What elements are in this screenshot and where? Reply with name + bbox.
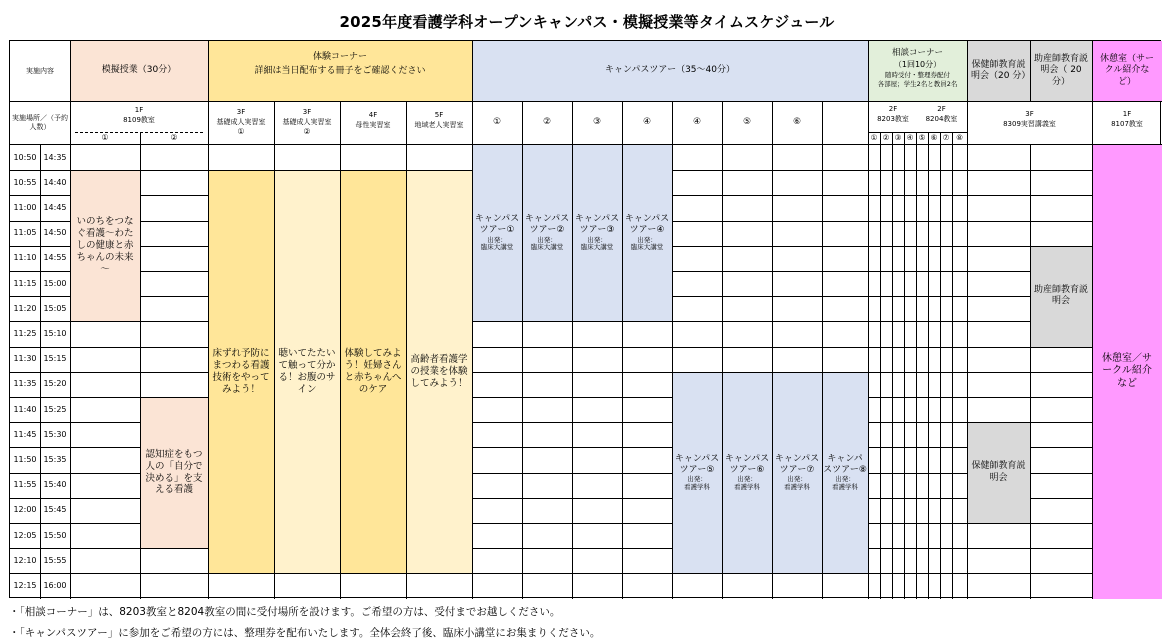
header-mogi: 模擬授業（30分）: [101, 65, 177, 76]
time-afternoon: 15:00: [43, 278, 67, 288]
sodan-sub-line: [928, 132, 929, 599]
time-morning: 11:20: [13, 303, 37, 313]
campus-tour-7-depart: 出発：: [787, 475, 807, 484]
col-line: [967, 41, 968, 101]
row-line: [10, 321, 1162, 322]
campus-tour-8-place: 看護学科: [832, 482, 858, 491]
time-morning: 12:00: [13, 505, 37, 515]
time-afternoon: 14:55: [43, 253, 67, 263]
josan-title: 助産師教育説明会: [1033, 284, 1088, 307]
time-morning: 11:40: [13, 404, 37, 414]
sodan-num-4: ④: [906, 133, 914, 143]
campus-tour-2-place: 臨床大講堂: [530, 243, 564, 252]
time-morning: 11:25: [13, 328, 37, 338]
campus-tour-5-place: 看護学科: [684, 482, 710, 491]
campus-tour-4-label: キャンパスツアー④: [624, 214, 670, 236]
sodan-room-a: 8203教室: [877, 114, 909, 123]
campus-tour-5: [673, 372, 721, 574]
campus-tour-3-label: キャンパスツアー③: [574, 214, 620, 236]
sodan-num-7: ⑦: [942, 133, 950, 143]
col-line: [1092, 41, 1093, 101]
campus-tour-3-place: 臨床大講堂: [580, 243, 614, 252]
sodan-sub-line: [940, 132, 941, 599]
time-morning: 11:45: [13, 429, 37, 439]
mogi-floor: 1F: [134, 105, 144, 114]
time-morning: 12:10: [13, 555, 37, 565]
sodan-sub-line: [916, 132, 917, 599]
time-morning: 11:50: [13, 454, 37, 464]
taiken-place-1-room: 基礎成人実習室: [216, 117, 266, 126]
campus-tour-8-depart: 出発：: [835, 475, 855, 484]
col-line: [1030, 41, 1031, 101]
header-content-label: 実施内容: [26, 66, 54, 75]
campus-tour-4: [623, 145, 671, 321]
taiken-place-3-room: 母性実習室: [355, 120, 391, 129]
kyukei-room: 8107教室: [1111, 119, 1143, 128]
campus-num-1: ①: [492, 116, 502, 127]
page-title: 2025年度看護学科オープンキャンパス・模擬授業等タイムスケジュール: [339, 13, 835, 31]
time-afternoon: 15:25: [43, 404, 67, 414]
mogi-room: 8109教室: [123, 115, 155, 124]
time-afternoon: 15:50: [43, 530, 67, 540]
campus-num-6: ⑤: [742, 116, 752, 127]
time-afternoon: 15:05: [43, 303, 67, 313]
time-afternoon: 15:20: [43, 379, 67, 389]
mogi-num-2: ②: [170, 133, 178, 142]
time-morning: 11:55: [13, 480, 37, 490]
campus-num-7: ⑥: [792, 116, 802, 127]
taiken-place-1-floor: 3F: [236, 107, 246, 116]
campus-tour-1-depart: 出発：: [487, 235, 507, 244]
campus-tour-3-depart: 出発：: [587, 235, 607, 244]
time-afternoon: 15:15: [43, 354, 67, 364]
campus-tour-2-label: キャンパスツアー②: [524, 214, 570, 236]
time-morning: 11:10: [13, 253, 37, 263]
taiken-place-4-floor: 5F: [434, 110, 444, 119]
time-morning: 12:05: [13, 530, 37, 540]
taiken-place-1-num: ①: [237, 127, 245, 136]
kyukei-title: 休憩室／サークル紹介など: [1102, 352, 1152, 389]
time-morning: 12:15: [13, 580, 37, 590]
header-sodan-info: 随時受付・整理券配付: [885, 70, 950, 79]
time-afternoon: 14:50: [43, 228, 67, 238]
campus-tour-7-place: 看護学科: [784, 482, 810, 491]
campus-tour-7-label: キャンパスツアー⑦: [774, 453, 820, 475]
schedule-table: [9, 40, 1161, 598]
time-afternoon: 16:00: [43, 580, 67, 590]
sodan-num-5: ⑤: [918, 133, 926, 143]
sodan-sub-line: [892, 132, 893, 599]
row-line: [10, 548, 1162, 549]
row-line: [10, 372, 1162, 373]
sodan-num-1: ①: [870, 133, 878, 143]
sodan-sub-line: [880, 132, 881, 599]
time-afternoon: 15:10: [43, 328, 67, 338]
campus-tour-6-place: 看護学科: [734, 482, 760, 491]
campus-num-3: ③: [592, 116, 602, 127]
header-sodan-title: 相談コーナー: [891, 47, 943, 58]
campus-num-2: ②: [542, 116, 552, 127]
header-josan: 助産師教育説明会（ 20 分）: [1034, 54, 1089, 87]
mogi-title-2: 認知症をもつ人の「自分で決める」を支える看護: [145, 448, 203, 496]
time-afternoon: 14:45: [43, 202, 67, 212]
taiken-title-1: 床ずれ予防にまつわる看護技術をやってみよう！: [212, 348, 270, 395]
campus-tour-2-depart: 出発：: [537, 235, 557, 244]
mogi-title-1: いのちをつなぐ看護～わたしの健康と赤ちゃんの未来～: [76, 216, 134, 275]
note-campus: ・「キャンパスツアー」に参加をご希望の方には、整理券を配布いたします。全体会終了後、臨床小講堂にお集まりください。: [9, 627, 601, 639]
header-place-label: 実施場所／（予約人数）: [12, 113, 68, 131]
hoken-title: 保健師教育説明会: [971, 461, 1026, 483]
taiken-title-2: 聴いてたたいて触って分かる！お腹のサイン: [278, 348, 336, 395]
header-sodan-staff: 各部屋；学生2名と教員2名: [877, 79, 958, 88]
campus-tour-7: [773, 372, 821, 574]
campus-tour-1-label: キャンパスツアー①: [474, 214, 520, 236]
sodan-sub-line: [904, 132, 905, 599]
kyukei-floor: 1F: [1122, 109, 1132, 118]
sodan-num-3: ③: [894, 133, 902, 143]
campus-tour-2: [523, 145, 571, 321]
campus-tour-6: [723, 372, 771, 574]
time-afternoon: 15:35: [43, 454, 67, 464]
taiken-title-4: 高齢者看護学の授業を体験してみよう！: [410, 353, 468, 389]
time-morning: 10:50: [13, 152, 37, 162]
time-afternoon: 15:45: [43, 505, 67, 515]
time-morning: 11:15: [13, 278, 37, 288]
taiken-title-3: 体験してみよう！妊婦さんと赤ちゃんへのケア: [344, 348, 402, 395]
time-afternoon: 14:35: [43, 152, 67, 162]
campus-tour-8-label: キャンパスツアー⑧: [823, 453, 867, 475]
sodan-num-2: ②: [882, 133, 890, 143]
time-afternoon: 14:40: [43, 177, 67, 187]
campus-tour-8: [823, 372, 867, 574]
col-line: [822, 101, 823, 144]
campus-tour-5-label: キャンパスツアー⑤: [674, 453, 720, 475]
header-taiken-desc: 詳細は当日配布する冊子をご確認ください: [254, 66, 426, 77]
campus-tour-6-label: キャンパスツアー⑥: [724, 453, 770, 475]
sodan-sub-line: [952, 132, 953, 599]
campus-tour-4-depart: 出発：: [637, 235, 657, 244]
sodan-num-8: ⑧: [956, 133, 963, 143]
campus-num-5: ④: [692, 116, 702, 127]
time-afternoon: 15:40: [43, 480, 67, 490]
sodan-floor-a: 2F: [888, 104, 898, 113]
note-sodan: ・「相談コーナー」は、8203教室と8204教室の間に受付場所を設けます。ご希望の方は、受付までお越しください。: [9, 606, 561, 618]
time-morning: 10:55: [13, 177, 37, 187]
taiken-place-2-room: 基礎成人実習室: [282, 117, 332, 126]
time-morning: 11:35: [13, 379, 37, 389]
sodan-num-6: ⑥: [930, 133, 938, 143]
campus-tour-1: [473, 145, 521, 321]
taiken-place-2-num: ②: [303, 127, 311, 136]
row-line: [10, 347, 1162, 348]
header-sodan-dur: （1回10分）: [893, 59, 942, 69]
hj-floor: 3F: [1025, 109, 1034, 118]
taiken-place-2-floor: 3F: [302, 107, 312, 116]
col-line: [868, 144, 869, 599]
header-taiken-title: 体験コーナー: [312, 52, 367, 63]
hj-room: 8309実習講義室: [1003, 119, 1056, 128]
time-afternoon: 15:55: [43, 555, 67, 565]
taiken-place-3-floor: 4F: [368, 110, 378, 119]
sodan-room-b: 8204教室: [925, 114, 958, 123]
campus-tour-5-depart: 出発：: [687, 475, 707, 484]
row-line: [10, 573, 1162, 574]
mogi-num-1: ①: [101, 133, 109, 142]
campus-tour-6-depart: 出発：: [737, 475, 757, 484]
time-afternoon: 15:30: [43, 429, 67, 439]
col-line: [967, 144, 968, 599]
sodan-floor-b: 2F: [937, 104, 946, 113]
header-hoken: 保健師教育説明会（20 分）: [971, 59, 1031, 81]
col-line: [1030, 144, 1031, 599]
campus-tour-4-place: 臨床大講堂: [630, 243, 664, 252]
campus-num-4: ④: [642, 116, 652, 127]
header-campus: キャンパスツアー（35～40分）: [604, 65, 735, 76]
campus-tour-3: [573, 145, 621, 321]
time-morning: 11:05: [13, 228, 37, 238]
taiken-place-4-room: 地域老人実習室: [414, 120, 464, 129]
campus-tour-1-place: 臨床大講堂: [480, 243, 514, 252]
time-morning: 11:30: [13, 354, 37, 364]
time-morning: 11:00: [13, 202, 37, 212]
header-kyukei: 休憩室（サークル紹介など）: [1099, 54, 1154, 87]
